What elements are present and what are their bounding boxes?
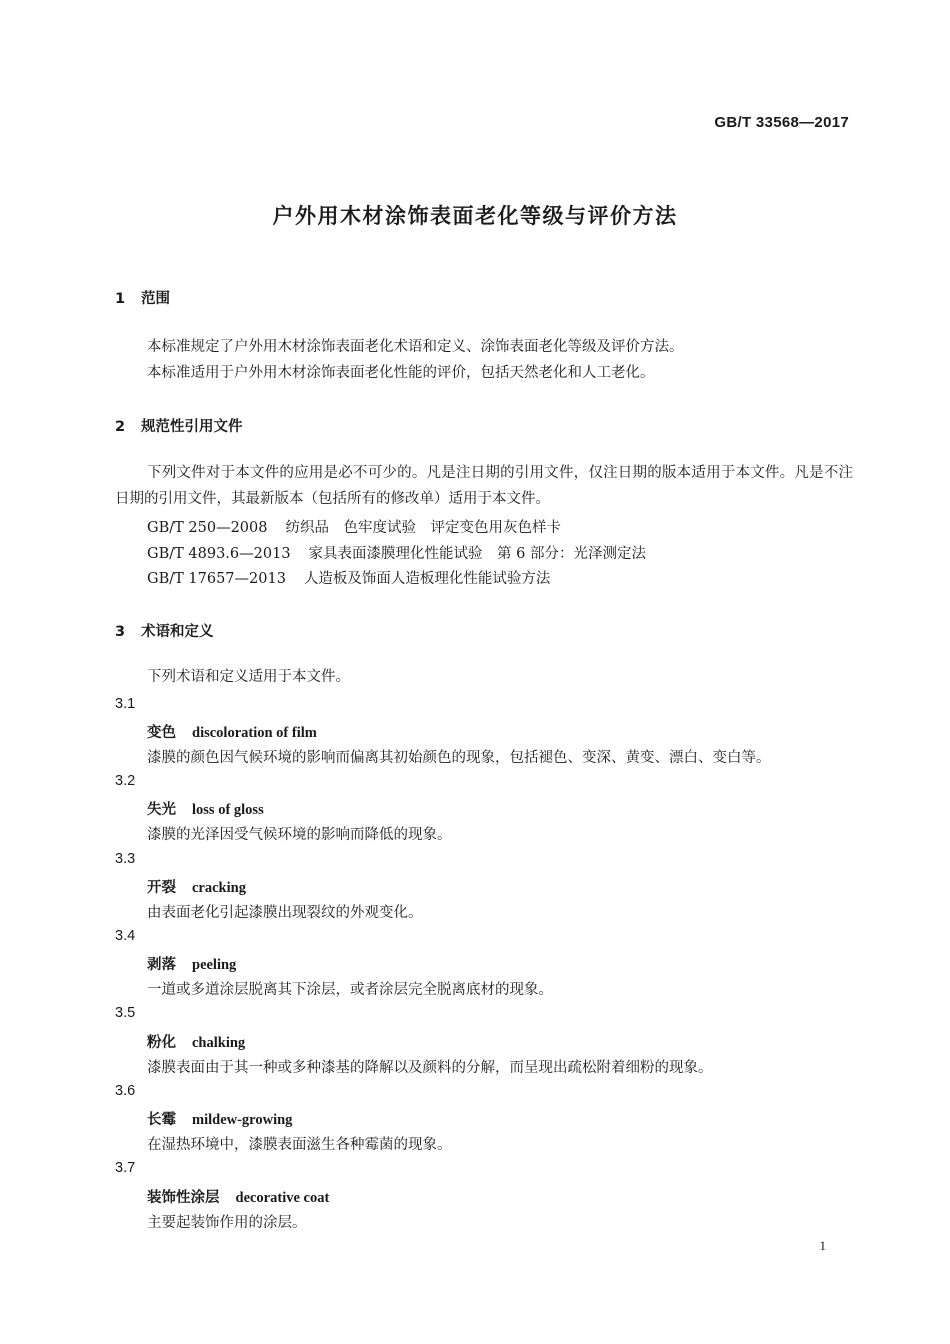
term-definition: 一道或多道涂层脱离其下涂层，或者涂层完全脱离底材的现象。 (147, 982, 553, 998)
clause-number: 3.3 (115, 851, 136, 867)
term-definition: 漆膜的光泽因受气候环境的影响而降低的现象。 (147, 827, 452, 843)
term-entry (147, 1031, 245, 1052)
term-english: chalking (192, 1035, 246, 1051)
reference-title: 家具表面漆膜理化性能试验 第 6 部分：光泽测定法 (308, 546, 646, 562)
section-1-paragraph-1: 本标准规定了户外用木材涂饰表面老化术语和定义、涂饰表面老化等级及评价方法。 (147, 339, 684, 355)
term-english: discoloration of film (192, 725, 317, 741)
reference-code: GB/T 4893.6—2013 (147, 546, 291, 562)
page-number: 1 (819, 1238, 826, 1253)
document-title: 户外用木材涂饰表面老化等级与评价方法 (272, 204, 678, 228)
standard-code: GB/T 33568—2017 (714, 114, 849, 131)
clause-number: 3.6 (115, 1083, 136, 1099)
section-2-heading (115, 415, 243, 436)
reference-code: GB/T 250—2008 (147, 520, 268, 536)
term-chinese: 失光 (147, 802, 176, 818)
section-number: 1 (115, 291, 126, 307)
section-title: 规范性引用文件 (141, 419, 243, 435)
term-chinese: 粉化 (147, 1035, 176, 1051)
term-english: peeling (192, 957, 237, 973)
term-entry (147, 953, 236, 974)
term-english: mildew-growing (192, 1112, 293, 1128)
section-number: 3 (115, 624, 126, 640)
section-title: 范围 (141, 291, 170, 307)
clause-number: 3.1 (115, 696, 136, 712)
reference-item (147, 542, 646, 563)
term-entry (147, 1186, 329, 1207)
reference-title: 人造板及饰面人造板理化性能试验方法 (303, 571, 551, 587)
term-english: decorative coat (235, 1190, 330, 1206)
term-entry (147, 721, 317, 742)
clause-number: 3.2 (115, 773, 136, 789)
reference-item (147, 516, 561, 537)
term-chinese: 开裂 (147, 880, 176, 896)
section-3-intro: 下列术语和定义适用于本文件。 (147, 669, 350, 685)
term-chinese: 变色 (147, 725, 176, 741)
clause-number: 3.4 (115, 928, 136, 944)
section-number: 2 (115, 419, 126, 435)
section-2-intro: 下列文件对于本文件的应用是必不可少的。凡是注日期的引用文件，仅注日期的版本适用于本文件。凡是不注日期的引用文件，其最新版本（包括所有的修改单）适用于本文件。 (115, 465, 853, 507)
term-definition: 在湿热环境中，漆膜表面滋生各种霉菌的现象。 (147, 1137, 452, 1153)
term-chinese: 长霉 (147, 1112, 176, 1128)
section-title: 术语和定义 (141, 624, 214, 640)
reference-code: GB/T 17657—2013 (147, 571, 286, 587)
section-3-heading (115, 620, 214, 641)
term-chinese: 装饰性涂层 (147, 1190, 220, 1206)
reference-item (147, 567, 550, 588)
term-definition: 主要起装饰作用的涂层。 (147, 1215, 307, 1231)
term-definition: 由表面老化引起漆膜出现裂纹的外观变化。 (147, 905, 423, 921)
term-english: loss of gloss (192, 802, 264, 818)
term-english: cracking (192, 880, 246, 896)
reference-title: 纺织品 色牢度试验 评定变色用灰色样卡 (285, 520, 561, 536)
term-entry (147, 1108, 292, 1129)
term-entry (147, 798, 264, 819)
term-definition: 漆膜表面由于其一种或多种漆基的降解以及颜料的分解，而呈现出疏松附着细粉的现象。 (147, 1060, 713, 1076)
term-chinese: 剥落 (147, 957, 176, 973)
term-definition: 漆膜的颜色因气候环境的影响而偏离其初始颜色的现象，包括褪色、变深、黄变、漂白、变白等。 (147, 750, 771, 766)
section-1-heading (115, 287, 170, 308)
section-1-paragraph-2: 本标准适用于户外用木材涂饰表面老化性能的评价，包括天然老化和人工老化。 (147, 365, 655, 381)
term-entry (147, 876, 246, 897)
clause-number: 3.7 (115, 1160, 136, 1176)
clause-number: 3.5 (115, 1005, 136, 1021)
